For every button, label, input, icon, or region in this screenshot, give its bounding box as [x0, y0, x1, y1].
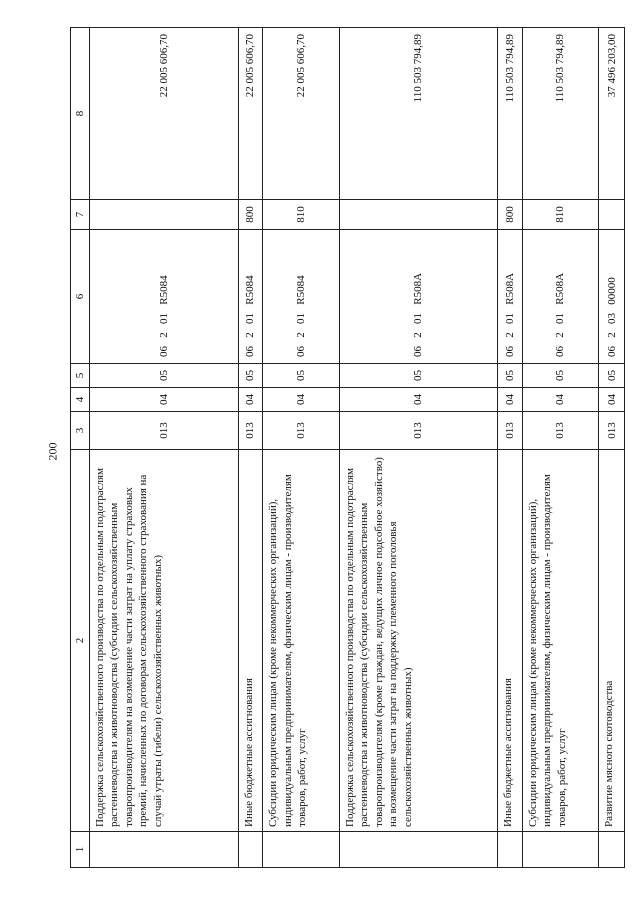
amount-cell: 37 496 203,00 — [599, 28, 625, 200]
expense-type-cell: 800 — [497, 200, 522, 230]
description-cell: Субсидии юридическим лицам (кроме некоммерческих организаций), индивидуальным предпринимателям, физическим лицам - производителям товаров, работ, услуг — [263, 450, 340, 832]
header-cell: 3 — [71, 412, 90, 450]
budget-table — [70, 27, 625, 868]
subsection-cell: 05 — [263, 364, 340, 388]
target-article-cell: 06 2 01 R5084 — [90, 230, 239, 364]
amount-cell: 22 005 606,70 — [263, 28, 340, 200]
section-cell: 04 — [340, 388, 498, 412]
ministry-code-cell: 013 — [340, 412, 498, 450]
expense-type-cell: 810 — [522, 200, 599, 230]
row-number-cell — [522, 832, 599, 868]
subsection-cell: 05 — [90, 364, 239, 388]
header-cell: 8 — [71, 28, 90, 200]
header-cell: 6 — [71, 230, 90, 364]
ministry-code-cell: 013 — [90, 412, 239, 450]
description-cell: Поддержка сельскохозяйственного производства по отдельным подотраслям растениеводства и животноводства (субсидии сельскохозяйственным товаропроизводителям на возмещение части затрат на уплату страховых премий, начисленных по договорам сельскохозяйственного страхования на случай утраты (гибели) сельскохозяйственных животных) — [90, 450, 239, 832]
row-number-cell — [238, 832, 263, 868]
amount-cell: 22 005 606,70 — [238, 28, 263, 200]
target-article-cell: 06 2 03 00000 — [599, 230, 625, 364]
subsection-cell: 05 — [599, 364, 625, 388]
amount-cell: 110 503 794,89 — [522, 28, 599, 200]
section-cell: 04 — [238, 388, 263, 412]
header-cell: 2 — [71, 450, 90, 832]
section-cell: 04 — [497, 388, 522, 412]
table-row — [340, 28, 498, 868]
description-cell: Развитие мясного скотоводства — [599, 450, 625, 832]
header-cell: 4 — [71, 388, 90, 412]
section-cell: 04 — [263, 388, 340, 412]
header-cell: 5 — [71, 364, 90, 388]
description-cell: Поддержка сельскохозяйственного производства по отдельным подотраслям растениеводства и животноводства (субсидии сельскохозяйственным товаропроизводителям (кроме граждан, ведущих личное подсобное хозяйство) на возмещение части затрат на поддержку племенного поголовья сельскохозяйственных животных) — [340, 450, 498, 832]
table-row — [599, 28, 625, 868]
subsection-cell: 05 — [522, 364, 599, 388]
expense-type-cell — [599, 200, 625, 230]
target-article-cell: 06 2 01 R5084 — [238, 230, 263, 364]
table-row — [90, 28, 239, 868]
ministry-code-cell: 013 — [522, 412, 599, 450]
target-article-cell: 06 2 01 R5084 — [263, 230, 340, 364]
row-number-cell — [497, 832, 522, 868]
expense-type-cell: 800 — [238, 200, 263, 230]
row-number-cell — [90, 832, 239, 868]
ministry-code-cell: 013 — [599, 412, 625, 450]
ministry-code-cell: 013 — [238, 412, 263, 450]
amount-cell: 22 005 606,70 — [90, 28, 239, 200]
description-cell: Иные бюджетные ассигнования — [238, 450, 263, 832]
expense-type-cell: 810 — [263, 200, 340, 230]
ministry-code-cell: 013 — [263, 412, 340, 450]
target-article-cell: 06 2 01 R508A — [340, 230, 498, 364]
page-number: 200 — [45, 442, 60, 461]
row-number-cell — [340, 832, 498, 868]
section-cell: 04 — [522, 388, 599, 412]
row-number-cell — [263, 832, 340, 868]
target-article-cell: 06 2 01 R508A — [497, 230, 522, 364]
subsection-cell: 05 — [238, 364, 263, 388]
budget-table-rotated — [70, 28, 625, 868]
header-cell: 7 — [71, 200, 90, 230]
section-cell: 04 — [599, 388, 625, 412]
table-row — [497, 28, 522, 868]
amount-cell: 110 503 794,89 — [340, 28, 498, 200]
row-number-cell — [599, 832, 625, 868]
section-cell: 04 — [90, 388, 239, 412]
description-cell: Иные бюджетные ассигнования — [497, 450, 522, 832]
table-row — [263, 28, 340, 868]
table-row — [238, 28, 263, 868]
amount-cell: 110 503 794,89 — [497, 28, 522, 200]
header-row — [71, 28, 90, 868]
ministry-code-cell: 013 — [497, 412, 522, 450]
header-cell: 1 — [71, 832, 90, 868]
subsection-cell: 05 — [340, 364, 498, 388]
target-article-cell: 06 2 01 R508A — [522, 230, 599, 364]
subsection-cell: 05 — [497, 364, 522, 388]
description-cell: Субсидии юридическим лицам (кроме некоммерческих организаций), индивидуальным предпринимателям, физическим лицам - производителям товаров, работ, услуг — [522, 450, 599, 832]
expense-type-cell — [340, 200, 498, 230]
table-row — [522, 28, 599, 868]
expense-type-cell — [90, 200, 239, 230]
